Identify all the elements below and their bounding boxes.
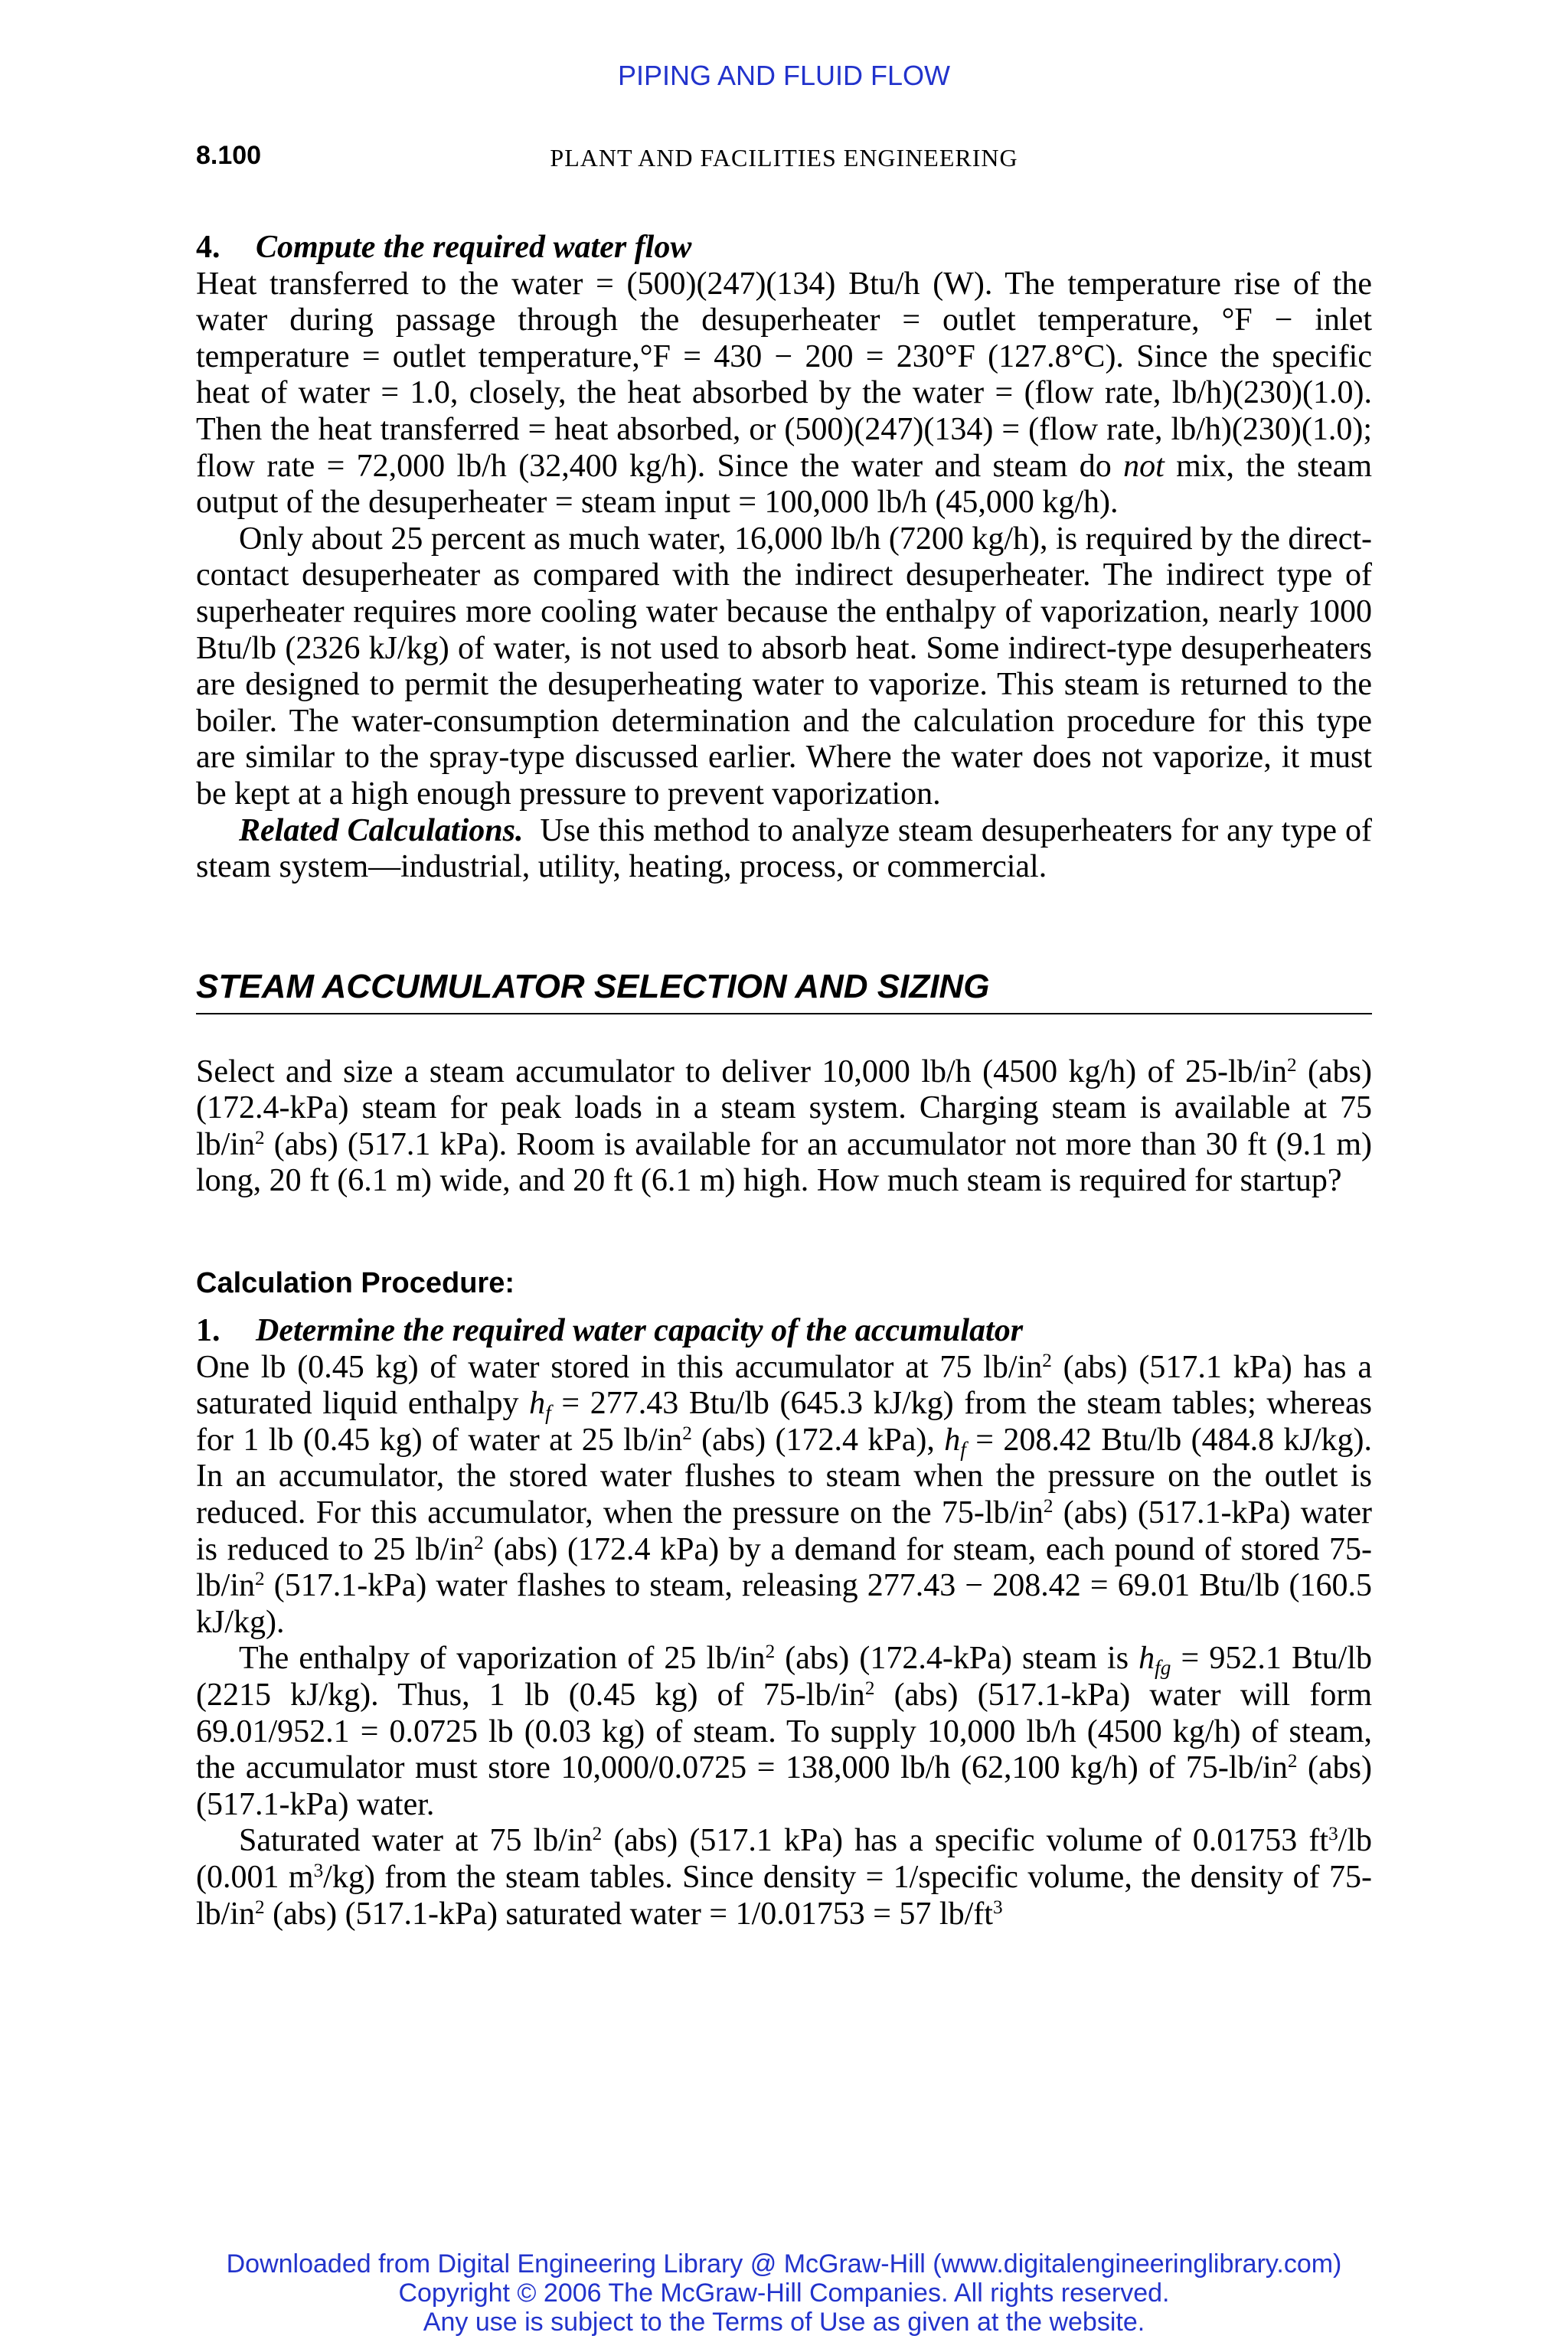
page-number: 8.100 (196, 141, 262, 170)
step-title: Compute the required water flow (256, 230, 692, 265)
paragraph: One lb (0.45 kg) of water stored in this accumulator at 75 $lb/in^2$ (abs) (517.1 kPa) has a saturated liquid enthalpy hf = 277.43 Btu/lb (645.3 kJ/kg) from the steam tables; whereas for 1 lb (0.45 kg) of water at 25 $lb/in^2$ (abs) (172.4 kPa), hf = 208.42 Btu/lb (484.8 kJ/kg). In an accumulator, the stored water flushes to steam when the pressure on the outlet is reduced. For this accumulator, when the pressure on the $75-lb/in^2$ (abs) (517.1-kPa) water is reduced to 25 $lb/in^2$ (abs) (172.4 kPa) by a demand for steam, each pound of stored $75-lb/in^2$ (517.1-kPa) water flashes to steam, releasing 277.43 − 208.42 = 69.01 Btu/lb (160.5 kJ/kg). (196, 1349, 1373, 1640)
step-4-heading (196, 230, 1372, 266)
step-number: 1. (196, 1313, 220, 1349)
step-1-heading (196, 1313, 1372, 1350)
running-head: PLANT AND FACILITIES ENGINEERING (550, 144, 1018, 172)
related-calculations: Related Calculations. Use this method to analyze steam desuperheaters for any type of steam system—industrial, utility, heating, process, or commercial. (196, 812, 1372, 885)
body-text (196, 230, 1372, 1932)
footer-download-link[interactable]: Downloaded from Digital Engineering Library @ McGraw-Hill (www.digitalengineeringlibrary.com) (226, 2249, 1342, 2278)
chapter-label: PIPING AND FLUID FLOW (617, 60, 951, 91)
paragraph: The enthalpy of vaporization of 25 $lb/in^2$ (abs) (172.4-kPa) steam is hfg = 952.1 Btu/lb (2215 kJ/kg). Thus, 1 lb (0.45 kg) of $75-lb/in^2$ (abs) (517.1-kPa) water will form 69.01/952.1 = 0.0725 lb (0.03 kg) of steam. To supply 10,000 lb/h (4500 kg/h) of steam, the accumulator must store 10,000/0.0725 = 138,000 lb/h (62,100 kg/h) of $75-lb/in^2$ (abs) (517.1-kPa) water. (196, 1641, 1372, 1822)
footer (0, 2249, 1568, 2337)
related-calculations-label: Related Calculations. (239, 812, 524, 848)
footer-terms: Any use is subject to the Terms of Use as given at the website. (423, 2308, 1145, 2337)
section-title: STEAM ACCUMULATOR SELECTION AND SIZING (196, 965, 1372, 1014)
problem-statement: Select and size a steam accumulator to deliver 10,000 lb/h (4500 kg/h) of $25-lb/in^2$ (abs) (172.4-kPa) steam for peak loads in a steam system. Charging steam is available at 75 $lb/in^2$ (abs) (517.1 kPa). Room is available for an accumulator not more than 30 ft (9.1 m) long, 20 ft (6.1 m) wide, and 20 ft (6.1 m) high. How much steam is required for startup? (196, 1054, 1372, 1199)
paragraph: Saturated water at 75 $lb/in^2$ (abs) (517.1 kPa) has a specific volume of 0.01753 $ft^3/lb$ (0.001 $m^3/kg$) from the steam tables. Since density = 1/specific volume, the density of $75-lb/in^2$ (abs) (517.1-kPa) saturated water = 1/0.01753 = 57 $lb/ft^3$ (196, 1823, 1373, 1932)
step-title: Determine the required water capacity of the accumulator (256, 1313, 1024, 1349)
paragraph: Heat transferred to the water = (500)(247)(134) Btu/h (W). The temperature rise of the water during passage through the desuperheater = outlet temperature, °F − inlet temperature = outlet temperature,°F = 430 − 200 = 230°F (127.8°C). Since the specific heat of water = 1.0, closely, the heat absorbed by the water = (flow rate, lb/h)(230)(1.0). Then the heat transferred = heat absorbed, or (500)(247)(134) = (flow rate, lb/h)(230)(1.0); flow rate = 72,000 lb/h (32,400 kg/h). Since the water and steam do not mix, the steam output of the desuperheater = steam input = 100,000 lb/h (45,000 kg/h). (196, 266, 1372, 521)
step-number: 4. (196, 230, 220, 265)
footer-copyright: Copyright © 2006 The McGraw-Hill Companies. All rights reserved. (398, 2278, 1170, 2308)
paragraph: Only about 25 percent as much water, 16,000 lb/h (7200 kg/h), is required by the direct-contact desuperheater as compared with the indirect desuperheater. The indirect type of superheater requires more cooling water because the enthalpy of vaporization, nearly 1000 Btu/lb (2326 kJ/kg) of water, is not used to absorb heat. Some indirect-type desuperheaters are designed to permit the desuperheating water to vaporize. This steam is returned to the boiler. The water-consumption determination and the calculation procedure for this type are similar to the spray-type discussed earlier. Where the water does not vaporize, it must be kept at a high enough pressure to prevent vaporization. (196, 521, 1372, 812)
calculation-procedure-heading: Calculation Procedure: (196, 1267, 514, 1300)
